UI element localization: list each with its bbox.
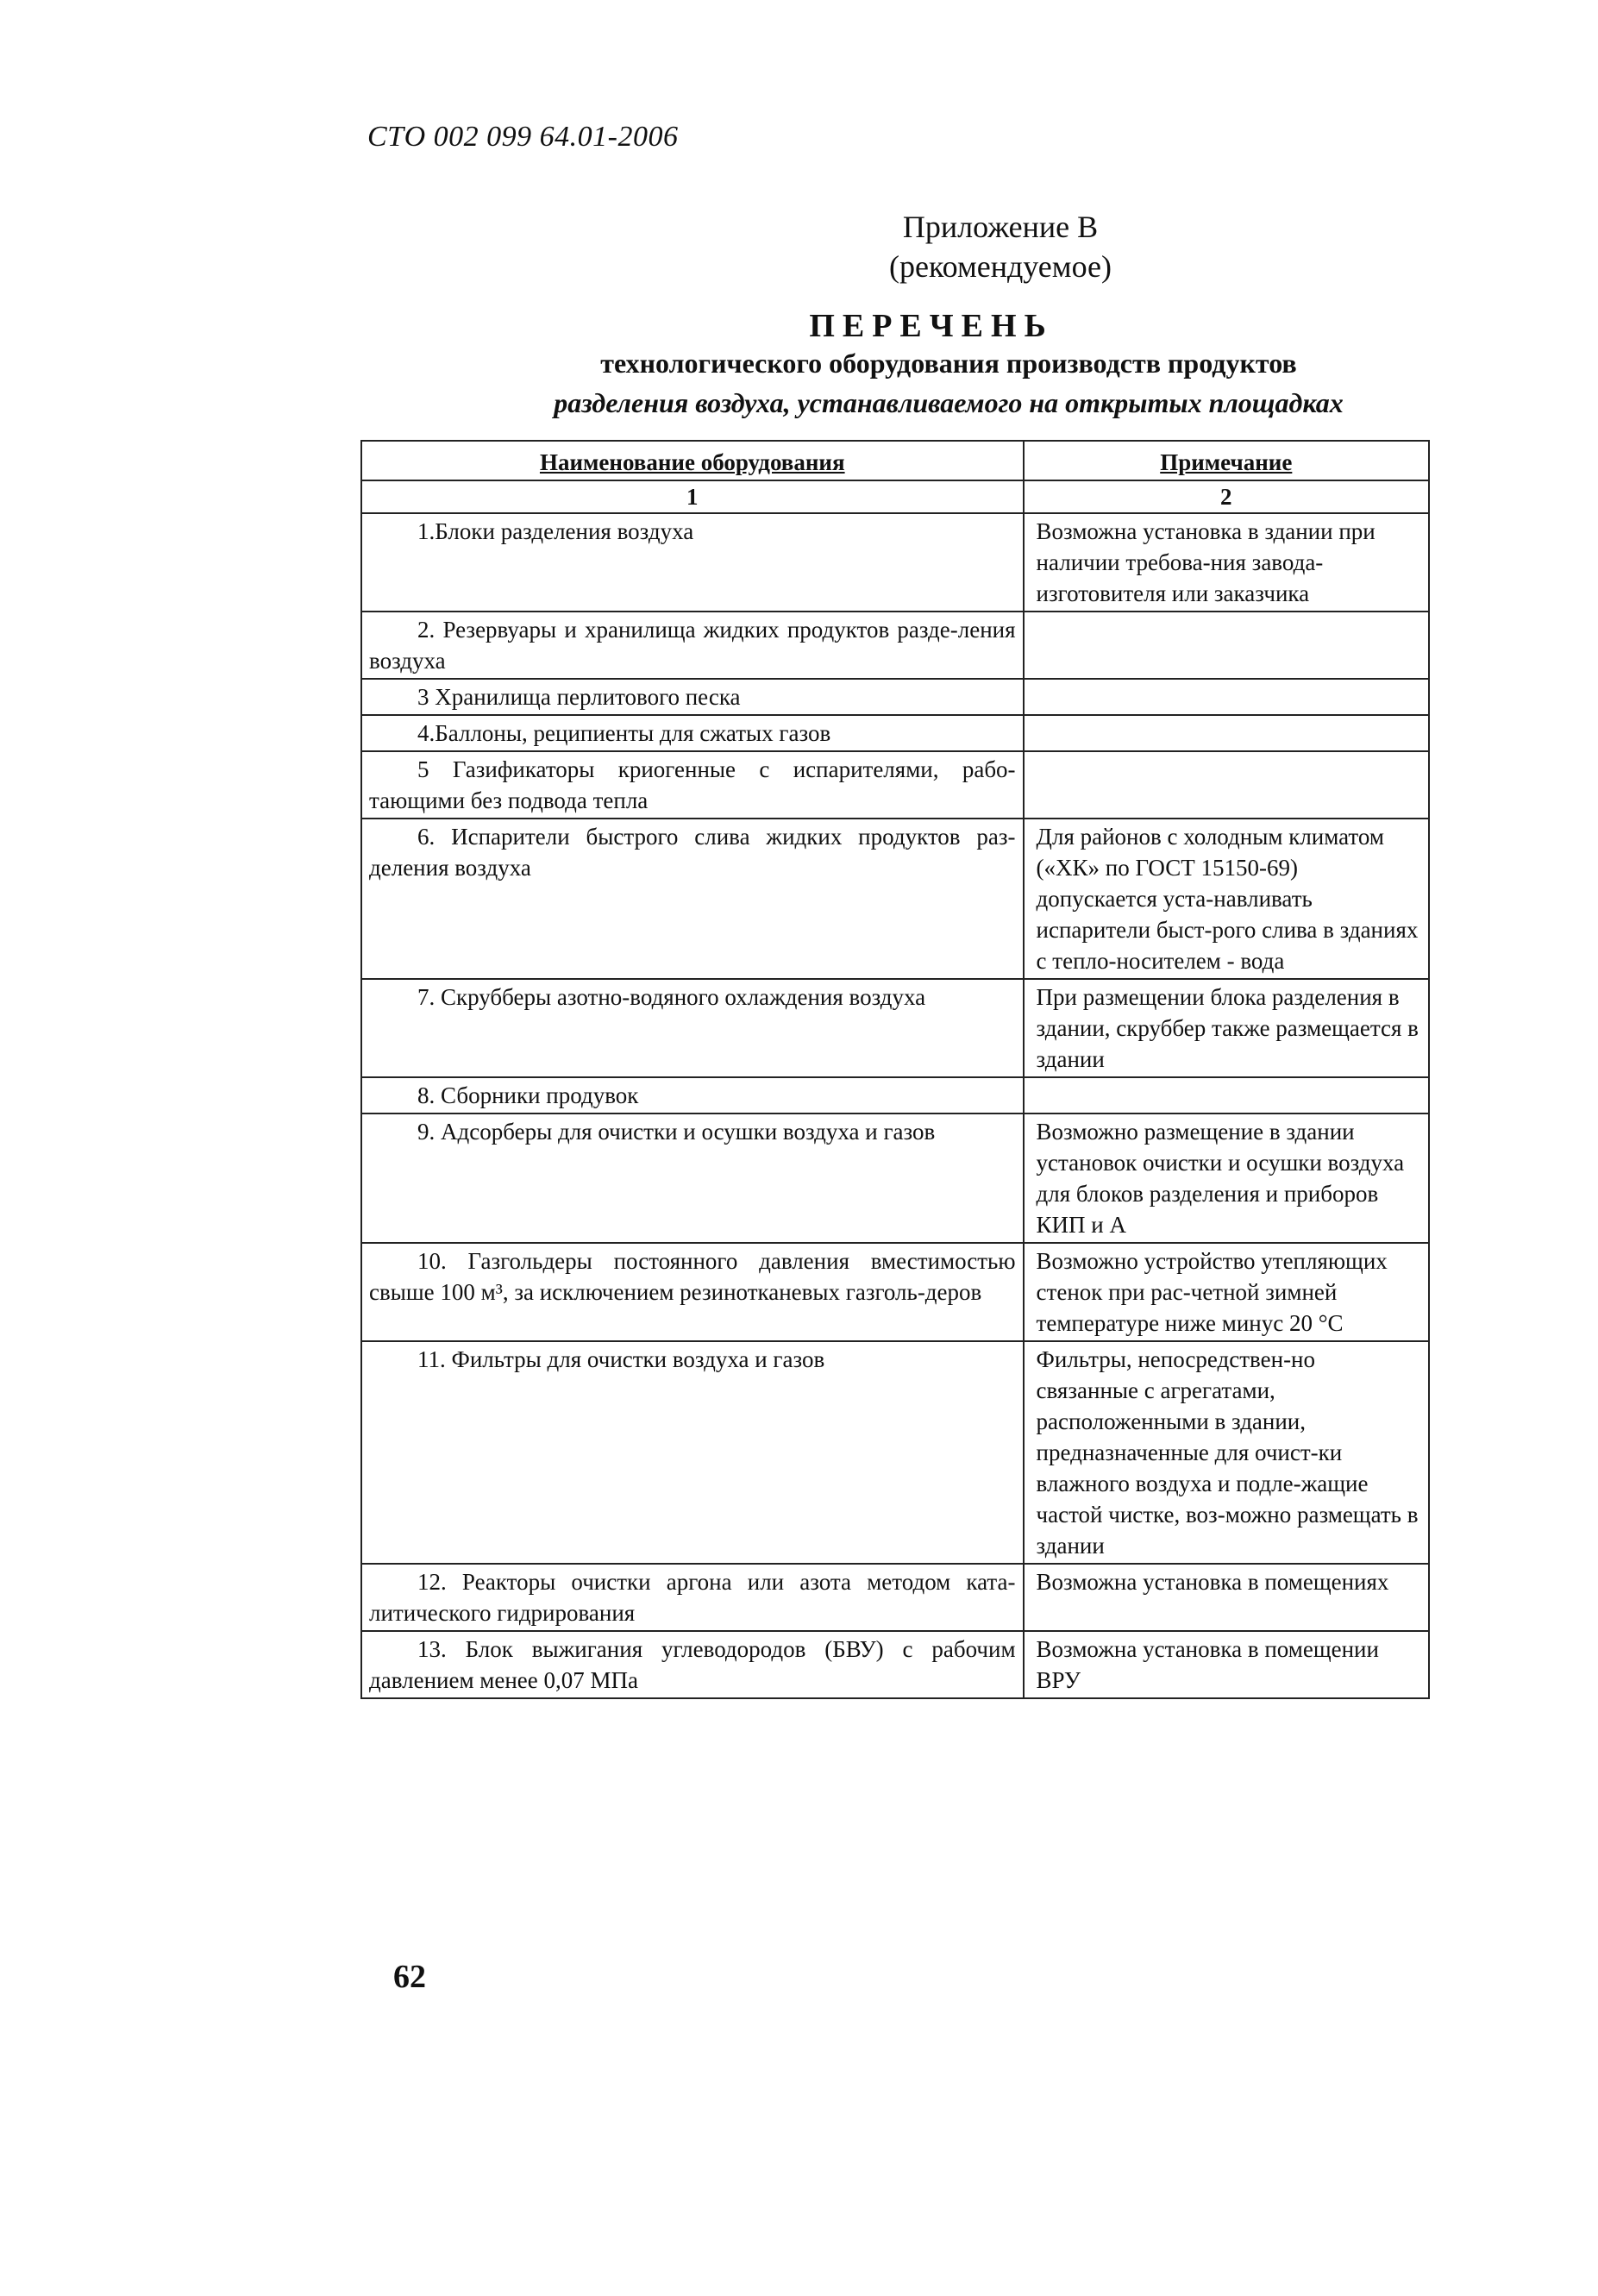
document-subtitle xyxy=(466,343,1432,423)
note-cell: Возможна установка в здании при наличии требова-ния завода-изготовителя или заказчика xyxy=(1024,513,1429,612)
table-row xyxy=(361,1113,1429,1243)
page-number: 62 xyxy=(393,1959,426,1995)
note-cell: Возможно размещение в здании установок очистки и осушки воздуха для блоков разделения и приборов КИП и А xyxy=(1024,1113,1429,1243)
column-number-row xyxy=(361,480,1429,513)
equipment-name-cell: 5 Газификаторы криогенные с испарителями, рабо-тающими без подвода тепла xyxy=(361,751,1024,819)
subtitle-line-2: разделения воздуха, устанавливаемого на открытых площадках xyxy=(554,387,1344,418)
equipment-name-cell: 4.Баллоны, реципиенты для сжатых газов xyxy=(361,715,1024,751)
note-cell: Возможно устройство утепляющих стенок при рас-четной зимней температуре ниже минус 20 °С xyxy=(1024,1243,1429,1341)
equipment-name-cell: 12. Реакторы очистки аргона или азота методом ката-литического гидрирования xyxy=(361,1564,1024,1631)
table-row xyxy=(361,679,1429,715)
note-cell xyxy=(1024,715,1429,751)
table-row xyxy=(361,513,1429,612)
equipment-name-cell: 8. Сборники продувок xyxy=(361,1077,1024,1113)
equipment-name-cell: 13. Блок выжигания углеводородов (БВУ) с рабочим давлением менее 0,07 МПа xyxy=(361,1631,1024,1698)
note-cell: Возможна установка в помещении ВРУ xyxy=(1024,1631,1429,1698)
note-cell xyxy=(1024,751,1429,819)
column-number-1: 1 xyxy=(361,480,1024,513)
table-row xyxy=(361,1631,1429,1698)
appendix-label: Приложение В xyxy=(902,210,1099,244)
note-cell: Фильтры, непосредствен-но связанные с агрегатами, расположенными в здании, предназначенные для очист-ки влажного воздуха и подле-жащие частой чистке, воз-можно размещать в здании xyxy=(1024,1341,1429,1564)
appendix-status: (рекомендуемое) xyxy=(889,249,1112,284)
table-row xyxy=(361,1564,1429,1631)
equipment-name-cell: 6. Испарители быстрого слива жидких продуктов раз-деления воздуха xyxy=(361,819,1024,979)
equipment-table xyxy=(360,440,1430,1699)
note-cell xyxy=(1024,612,1429,679)
equipment-name-cell: 11. Фильтры для очистки воздуха и газов xyxy=(361,1341,1024,1564)
appendix-heading xyxy=(690,207,1311,286)
note-cell: Возможна установка в помещениях xyxy=(1024,1564,1429,1631)
table-row xyxy=(361,819,1429,979)
header-equipment-name: Наименование оборудования xyxy=(361,441,1024,480)
note-cell xyxy=(1024,679,1429,715)
table-row xyxy=(361,1243,1429,1341)
note-cell: Для районов с холодным климатом («ХК» по ГОСТ 15150-69) допускается уста-навливать испарители быст-рого слива в зданиях с тепло-носителем - вода xyxy=(1024,819,1429,979)
equipment-name-cell: 7. Скрубберы азотно-водяного охлаждения воздуха xyxy=(361,979,1024,1077)
equipment-name-cell: 10. Газгольдеры постоянного давления вместимостью свыше 100 м³, за исключением резинотканевых газголь-деров xyxy=(361,1243,1024,1341)
document-code: СТО 002 099 64.01-2006 xyxy=(367,121,679,153)
table-row xyxy=(361,1077,1429,1113)
note-cell xyxy=(1024,1077,1429,1113)
equipment-name-cell: 9. Адсорберы для очистки и осушки воздуха и газов xyxy=(361,1113,1024,1243)
table-row xyxy=(361,1341,1429,1564)
equipment-name-cell: 3 Хранилища перлитового песка xyxy=(361,679,1024,715)
subtitle-line-1: технологического оборудования производств продуктов xyxy=(600,348,1297,379)
equipment-name-cell: 2. Резервуары и хранилища жидких продуктов разде-ления воздуха xyxy=(361,612,1024,679)
note-cell: При размещении блока разделения в здании, скруббер также размещается в здании xyxy=(1024,979,1429,1077)
document-title: ПЕРЕЧЕНЬ xyxy=(809,308,1054,344)
table-row xyxy=(361,612,1429,679)
table-row xyxy=(361,979,1429,1077)
header-note: Примечание xyxy=(1024,441,1429,480)
equipment-table-container xyxy=(360,440,1430,1699)
table-header-row xyxy=(361,441,1429,480)
equipment-name-cell: 1.Блоки разделения воздуха xyxy=(361,513,1024,612)
column-number-2: 2 xyxy=(1024,480,1429,513)
table-row xyxy=(361,751,1429,819)
table-row xyxy=(361,715,1429,751)
